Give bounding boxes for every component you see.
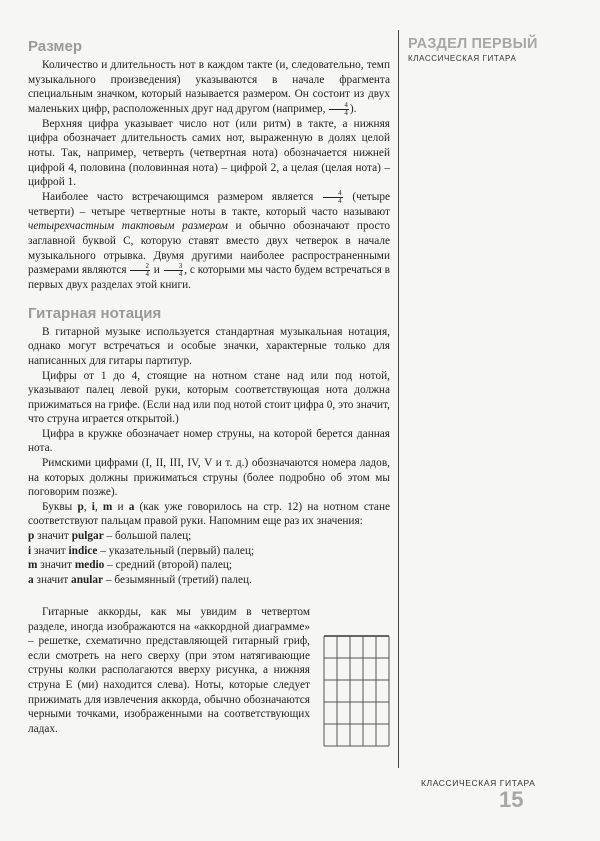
finger-letter: m <box>28 559 38 572</box>
finger-letter: a <box>28 573 34 586</box>
paragraph-3-text-b: (четыре четверти) – четыре четвертные ноты в такте, который часто называют <box>28 190 390 218</box>
paragraph-7: Римскими цифрами (I, II, III, IV, V и т. д.) обозначаются номера ладов, на которых должны прижиматься струны (более подробно об этом мы поговорим позже). <box>28 457 390 499</box>
finger-letter: i <box>28 544 32 557</box>
fraction-1 <box>329 102 349 117</box>
finger-mid: значит <box>31 544 69 557</box>
fraction-3-denominator: 4 <box>145 270 149 279</box>
finger-item-p <box>28 529 390 544</box>
page-number: 15 <box>499 787 524 812</box>
finger-name: medio <box>74 559 105 572</box>
paragraph-3-text-e: , с которыми мы часто будем встречаться в первых двух разделах этой книги. <box>28 264 390 292</box>
heading-time-signature: Размер <box>28 38 83 55</box>
fraction-4-denominator: 4 <box>178 270 183 279</box>
section-header <box>408 36 594 63</box>
finger-mid: значит <box>37 559 75 572</box>
fraction-2-numerator: 4 <box>323 190 343 198</box>
finger-item-i <box>28 544 390 559</box>
finger-name: anular <box>71 573 104 586</box>
finger-item-a <box>28 573 390 588</box>
paragraph-1-text: Количество и длительность нот в каждом такте (и, следовательно, темп музыкального произведения) указываются в начале фрагмента специальным значком, который называется размером. Он состоит из двух маленьких цифр, расположенных друг над другом (например, <box>28 59 390 115</box>
finger-desc: – большой палец; <box>103 530 192 543</box>
paragraph-2: Верхняя цифра указывает число нот (или ритм) в такте, а нижняя цифра обозначает длительность самих нот, выраженную в долях целой ноты. Так, например, четверть (четвертная нота) обозначается нижней цифрой 4, половина (половинная нота) – цифрой 2, а целая (целая нота) – цифрой 1. <box>28 117 390 189</box>
chord-diagram <box>323 635 390 747</box>
paragraph-3-text-d: и <box>150 264 163 277</box>
paragraph-1 <box>28 58 390 117</box>
fraction-2 <box>323 190 343 205</box>
fraction-1-numerator: 4 <box>329 102 349 110</box>
finger-item-m <box>28 558 390 573</box>
paragraph-3-text-c: и обычно обозначают просто заглавной буквой С, которую ставят вместо двух четверок в начале музыкального отрывка. Двумя другими наиболее распространенными размерами являются <box>28 220 390 277</box>
separator-2: , <box>94 500 103 513</box>
separator-3: и <box>112 500 129 513</box>
finger-name: indice <box>68 544 98 557</box>
fraction-4-numerator: 3 <box>164 263 184 271</box>
section-subtitle: КЛАССИЧЕСКАЯ ГИТАРА <box>408 54 517 63</box>
fraction-3 <box>130 263 150 278</box>
paragraph-8-text-b: (как уже говорилось на стр. 12) на нотном стане соответствуют пальцам правой руки. Напомним еще раз их значения: <box>28 500 390 528</box>
letter-p: p <box>77 500 84 513</box>
chord-text <box>28 605 310 736</box>
finger-name: pulgar <box>71 530 104 543</box>
section-title: РАЗДЕЛ ПЕРВЫЙ <box>408 36 538 52</box>
finger-desc: – безымянный (третий) палец. <box>103 573 252 586</box>
finger-mid: значит <box>34 530 72 543</box>
main-text <box>28 38 390 587</box>
paragraph-3 <box>28 190 390 293</box>
letter-m: m <box>102 500 113 513</box>
fraction-2-denominator: 4 <box>338 196 342 205</box>
letter-i: i <box>91 500 95 513</box>
finger-letter: p <box>28 530 35 543</box>
paragraph-9: Гитарные аккорды, как мы увидим в четвертом разделе, иногда изображаются на «аккордной диаграмме» – решетке, схематично представляющей гитарный гриф, если смотреть на него сверху (при этом натягивающие струны колки располагаются вверху рисунка, а нижняя струна E (ми) находится слева). Ноты, которые следует прижимать для извлечения аккорда, обычно обозначаются черными точками, изображенными на соответствующих ладах. <box>28 606 310 735</box>
fraction-1-denominator: 4 <box>344 108 348 117</box>
finger-desc: – указательный (первый) палец; <box>97 544 255 557</box>
paragraph-8-text-a: Буквы <box>42 500 78 513</box>
paragraph-3-italic: четырехчастным тактовым размером <box>28 220 228 233</box>
separator-1: , <box>83 500 92 513</box>
finger-mid: значит <box>33 573 72 586</box>
paragraph-5: Цифры от 1 до 4, стоящие на нотном стане над или под нотой, указывают палец левой руки, которым соответствующая нота должна прижиматься на грифе. (Если над или под нотой стоит цифра 0, это значит, что струна играется открытой.) <box>28 369 390 426</box>
paragraph-4: В гитарной музыке используется стандартная музыкальная нотация, однако могут встречаться и особые значки, характерные только для написанных для гитары партитур. <box>28 325 390 367</box>
paragraph-1-end: ). <box>349 102 357 115</box>
paragraph-6: Цифра в кружке обозначает номер струны, на которой берется данная нота. <box>28 427 390 455</box>
letter-a: a <box>128 500 135 513</box>
paragraph-3-text-a: Наиболее часто встречающимся размером является <box>42 190 323 203</box>
fraction-4 <box>164 263 184 278</box>
paragraph-8 <box>28 500 390 529</box>
finger-desc: – средний (второй) палец; <box>104 559 233 572</box>
heading-guitar-notation: Гитарная нотация <box>28 304 162 322</box>
footer-label: КЛАССИЧЕСКАЯ ГИТАРА <box>421 778 536 788</box>
fraction-3-numerator: 2 <box>130 263 150 271</box>
vertical-divider <box>398 30 399 768</box>
